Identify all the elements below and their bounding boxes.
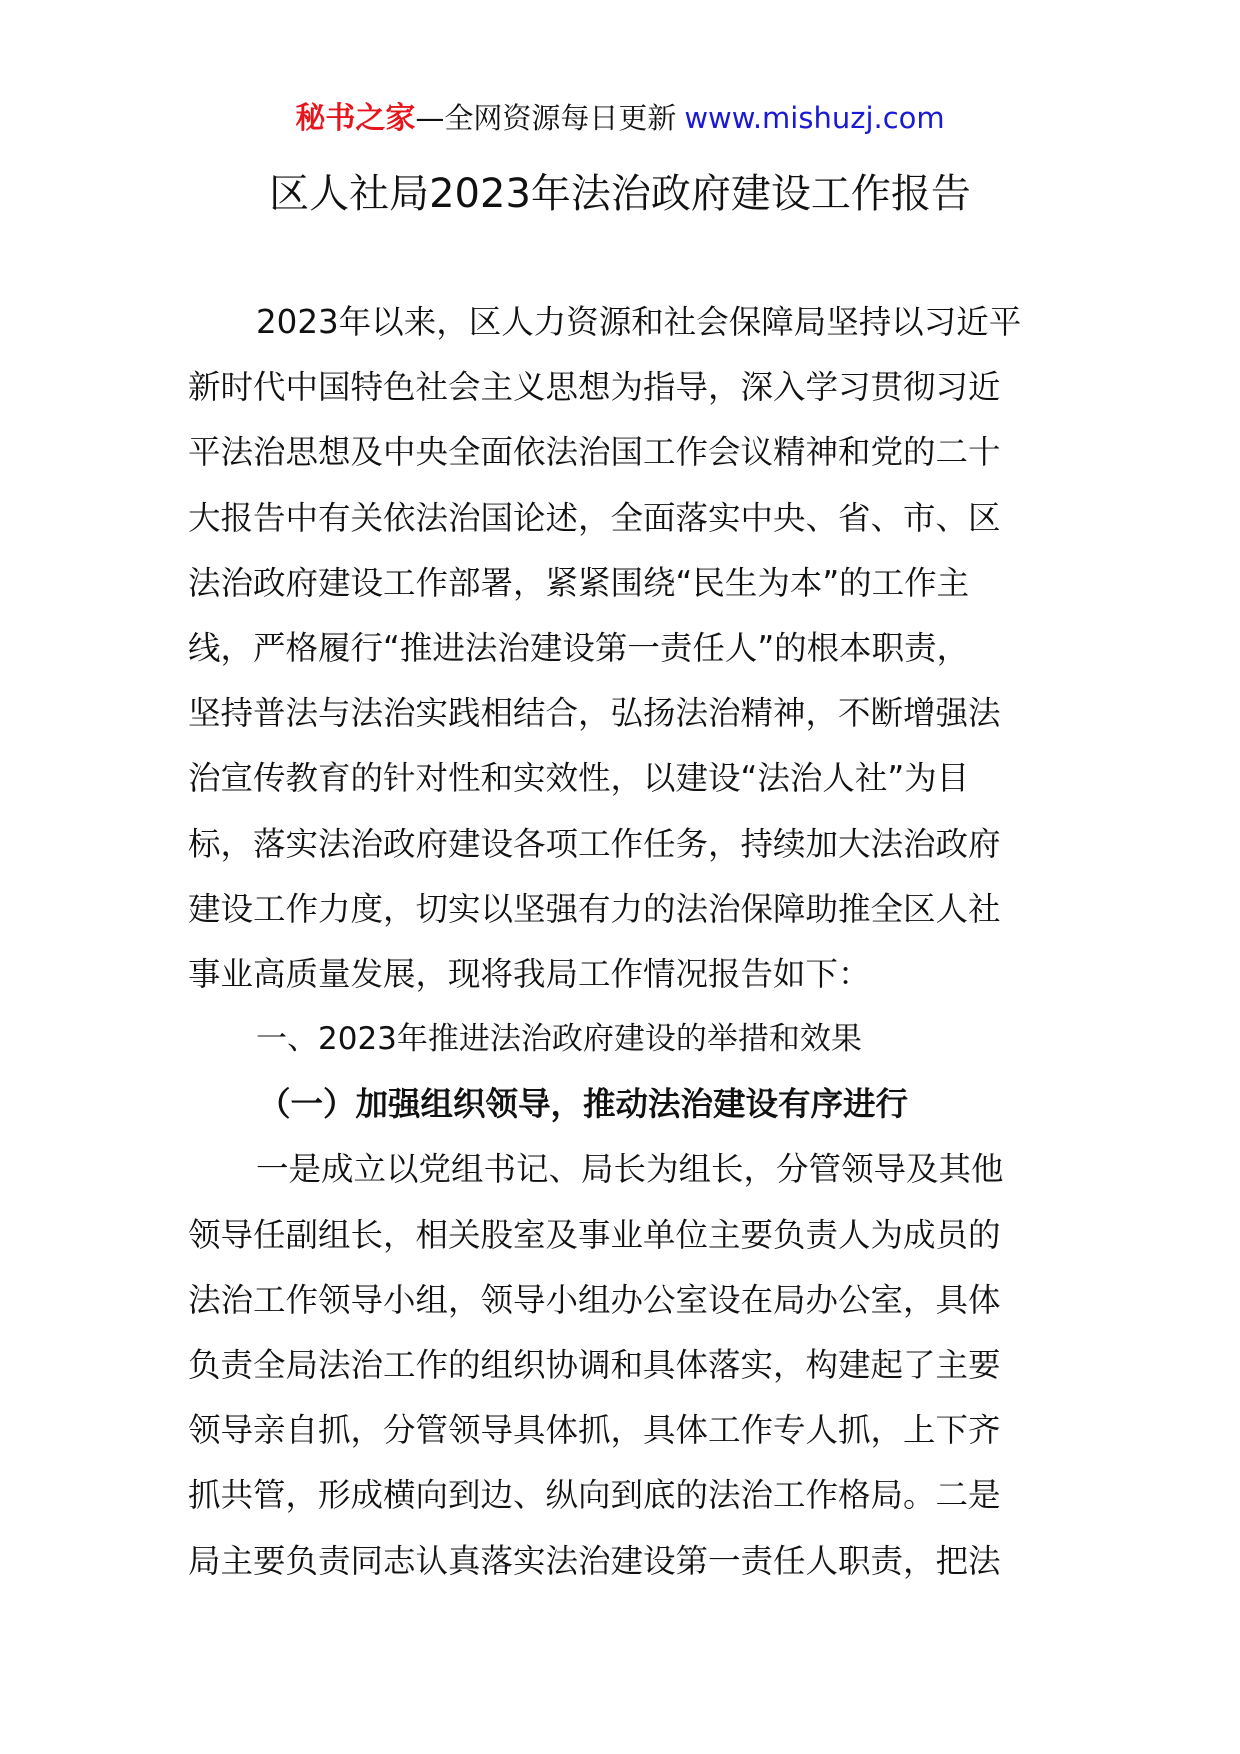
paragraph-line: 新时代中国特色社会主义思想为指导，深入学习贯彻习近	[188, 368, 1001, 407]
paragraph-line: 法治工作领导小组，领导小组办公室设在局办公室，具体	[188, 1280, 1001, 1319]
paragraph-line: 2023年以来，区人力资源和社会保障局坚持以习近平	[256, 303, 1022, 341]
watermark-header	[0, 98, 1240, 139]
paragraph-line: 领导亲自抓，分管领导具体抓，具体工作专人抓，上下齐	[188, 1411, 1001, 1450]
section-heading: 一、2023年推进法治政府建设的举措和效果	[256, 1021, 862, 1058]
paragraph-line: 领导任副组长，相关股室及事业单位主要负责人为成员的	[188, 1215, 1001, 1254]
paragraph-line: 线，严格履行“推进法治建设第一责任人”的根本职责，	[188, 628, 970, 667]
paragraph-line: 标，落实法治政府建设各项工作任务，持续加大法治政府	[188, 824, 1001, 863]
paragraph-line: 平法治思想及中央全面依法治国工作会议精神和党的二十	[188, 433, 1001, 472]
paragraph-line: 局主要负责同志认真落实法治建设第一责任人职责，把法	[188, 1541, 1001, 1580]
paragraph-line: 一是成立以党组书记、局长为组长，分管领导及其他	[256, 1150, 1004, 1189]
document-title: 区人社局2023年法治政府建设工作报告	[269, 171, 971, 217]
paragraph-line: 建设工作力度，切实以坚强有力的法治保障助推全区人社	[188, 889, 1001, 928]
header-tagline: —全网资源每日更新	[415, 101, 677, 135]
paragraph-line: 治宣传教育的针对性和实效性，以建设“法治人社”为目	[188, 759, 970, 798]
paragraph-line: 抓共管，形成横向到边、纵向到底的法治工作格局。二是	[188, 1476, 1001, 1515]
subsection-heading: （一）加强组织领导，推动法治建设有序进行	[258, 1085, 909, 1124]
paragraph-line: 坚持普法与法治实践相结合，弘扬法治精神，不断增强法	[188, 694, 1001, 733]
paragraph-line: 事业高质量发展，现将我局工作情况报告如下：	[188, 954, 871, 993]
paragraph-line: 负责全局法治工作的组织协调和具体落实，构建起了主要	[188, 1346, 1001, 1384]
site-link[interactable]: www.mishuzj.com	[684, 101, 945, 135]
brand-name: 秘书之家	[295, 101, 416, 136]
paragraph-line: 大报告中有关依法治国论述，全面落实中央、省、市、区	[188, 498, 1001, 537]
document-body	[188, 290, 1056, 1594]
paragraph-line: 法治政府建设工作部署，紧紧围绕“民生为本”的工作主	[188, 563, 970, 602]
